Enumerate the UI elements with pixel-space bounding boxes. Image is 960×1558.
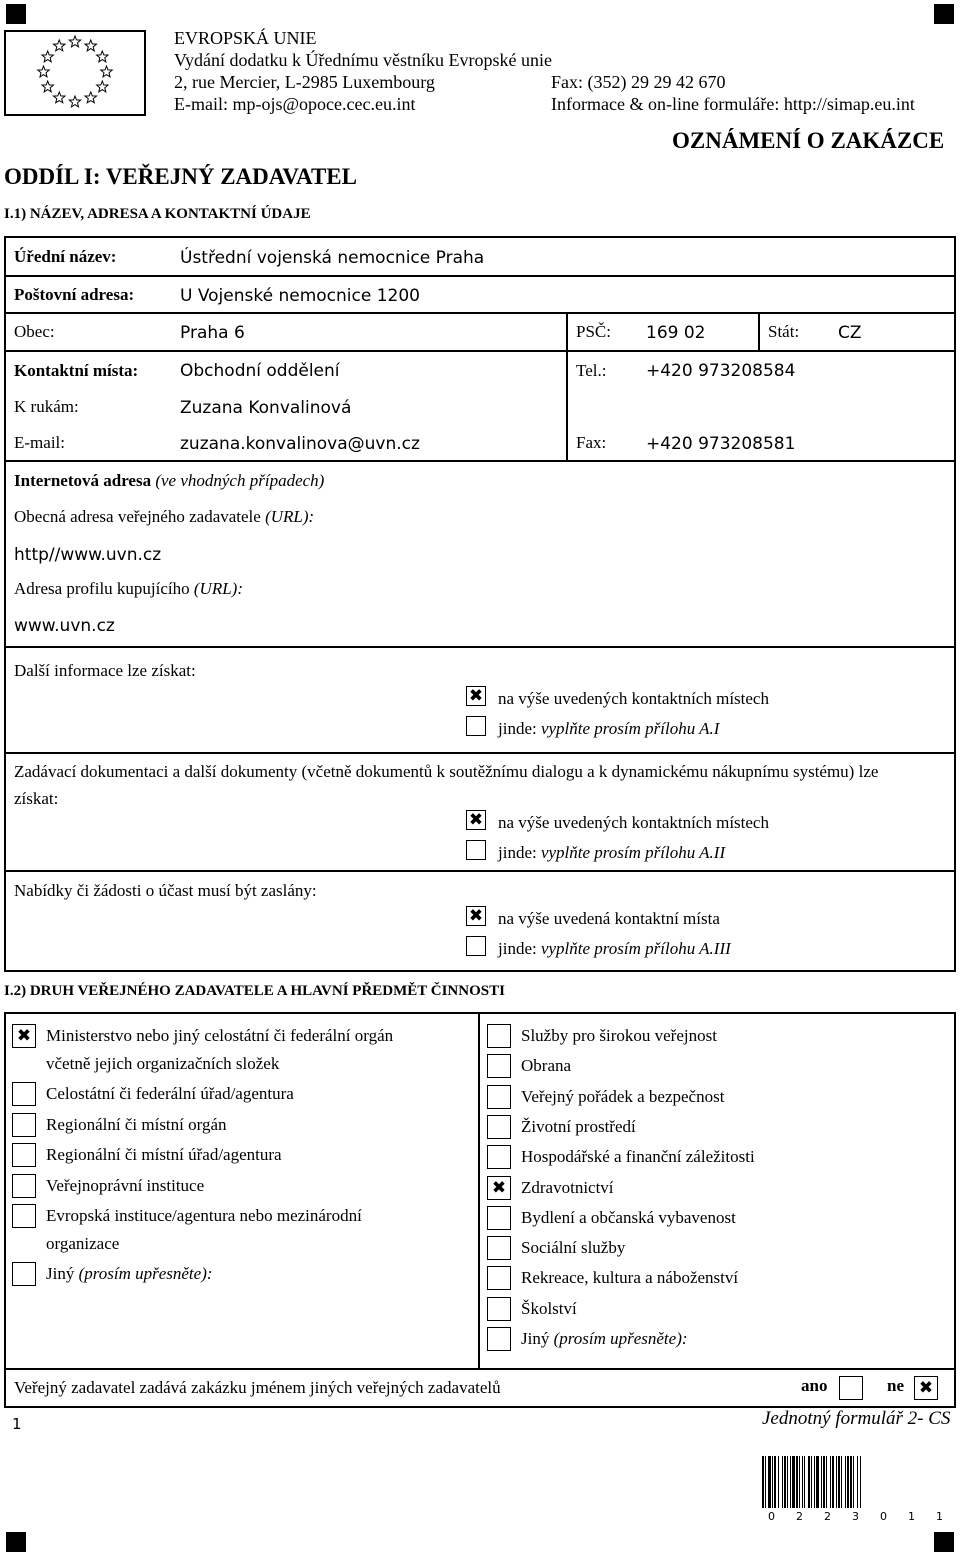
authority-type-checkbox[interactable]: [12, 1082, 36, 1106]
header-email: E-mail: mp-ojs@opoce.cec.eu.int: [174, 94, 416, 114]
barcode-digit: 1: [936, 1510, 943, 1523]
attention-value: Zuzana Konvalinová: [180, 398, 352, 418]
barcode: [760, 1456, 952, 1524]
barcode-bar: [804, 1456, 805, 1508]
activity-label: [521, 1299, 577, 1319]
official-name-label: Úřední název:: [14, 247, 117, 266]
check-mark-icon: ✖: [491, 1177, 507, 1198]
general-address-label: Obecná adresa veřejného zadavatele: [14, 507, 261, 526]
registration-mark-top-right: [934, 4, 954, 24]
authority-type-label: [46, 1176, 204, 1196]
barcode-bar: [799, 1456, 800, 1508]
postal-address-value: U Vojenské nemocnice 1200: [180, 286, 420, 306]
header-org: EVROPSKÁ UNIE: [174, 28, 317, 48]
header-address: 2, rue Mercier, L-2985 Luxembourg: [174, 72, 435, 92]
registration-mark-bottom-right: [934, 1532, 954, 1552]
barcode-bar: [762, 1456, 764, 1508]
city-value: Praha 6: [180, 323, 245, 343]
barcode-bar: [860, 1456, 861, 1508]
check-mark-icon: ✖: [468, 810, 484, 830]
eu-star-icon: [38, 66, 49, 77]
barcode-digit: 0: [880, 1510, 887, 1523]
authority-type-note: (prosím upřesněte):: [78, 1264, 213, 1284]
barcode-bar: [811, 1456, 812, 1508]
check-mark-icon: ✖: [918, 1378, 934, 1398]
authority-type-checkbox[interactable]: [12, 1174, 36, 1198]
activity-text: Zdravotnictví: [521, 1177, 614, 1197]
barcode-bar: [768, 1456, 771, 1508]
fax-label: Fax:: [576, 433, 607, 452]
authority-type-checkbox[interactable]: [12, 1143, 36, 1167]
eu-star-icon: [42, 51, 53, 62]
more-info-elsewhere-option: [498, 719, 719, 739]
email-value: zuzana.konvalinova@uvn.cz: [180, 434, 420, 454]
elsewhere-label: jinde:: [498, 939, 537, 958]
eu-star-icon: [97, 81, 108, 92]
contact-details-box: [4, 236, 956, 972]
barcode-bar: [826, 1456, 827, 1508]
barcode-bar: [792, 1456, 795, 1508]
activity-text: Služby pro širokou veřejnost: [521, 1026, 717, 1045]
general-url-value: http//www.uvn.cz: [14, 545, 162, 565]
postcode-label: PSČ:: [576, 322, 611, 341]
authority-type-label: [46, 1264, 213, 1284]
offers-elsewhere-checkbox[interactable]: [466, 936, 486, 956]
contact-points-label: Kontaktní místa:: [14, 361, 139, 380]
activity-checkbox[interactable]: [487, 1085, 511, 1109]
annex-a3-note: vyplňte prosím přílohu A.III: [540, 939, 731, 958]
barcode-bar: [816, 1456, 819, 1508]
activity-text: Jiný: [521, 1329, 550, 1348]
profile-url-note: (URL):: [193, 579, 243, 598]
eu-star-icon: [54, 92, 66, 103]
contact-points-value: Obchodní oddělení: [180, 361, 340, 381]
documents-elsewhere-option: [498, 843, 725, 863]
profile-address-label: Adresa profilu kupujícího: [14, 579, 190, 598]
authority-type-label: [46, 1206, 362, 1226]
elsewhere-label: jinde:: [498, 719, 537, 738]
eu-flag-logo: [4, 30, 146, 116]
authority-type-text: Veřejnoprávní instituce: [46, 1175, 205, 1195]
state-label: Stát:: [768, 322, 800, 341]
page-number: 1: [12, 1415, 22, 1433]
eu-star-icon: [85, 92, 97, 103]
barcode-bar: [765, 1456, 766, 1508]
barcode-bar: [847, 1456, 849, 1508]
barcode-bar: [790, 1456, 791, 1508]
eu-star-icon: [42, 81, 53, 92]
more-info-contact-option: na výše uvedených kontaktních místech: [498, 689, 769, 708]
profile-url-value: www.uvn.cz: [14, 616, 115, 636]
header-info-link: Informace & on-line formuláře: http://simap.eu.int: [551, 94, 915, 114]
activity-label: [521, 1026, 717, 1046]
activity-label: [521, 1238, 625, 1258]
authority-type-label-continued: včetně jejich organizačních složek: [46, 1054, 280, 1073]
internet-address-label: Internetová adresa: [14, 471, 152, 490]
header-journal: Vydání dodatku k Úřednímu věstníku Evropské unie: [174, 50, 552, 70]
authority-type-text: Regionální či místní úřad/agentura: [46, 1145, 282, 1165]
activity-label: [521, 1056, 571, 1076]
state-value: CZ: [838, 323, 862, 343]
notice-title: OZNÁMENÍ O ZAKÁZCE: [672, 128, 945, 153]
barcode-bar: [821, 1456, 822, 1508]
activity-text: Hospodářské a finanční záležitosti: [521, 1147, 755, 1167]
eu-star-icon: [69, 36, 80, 47]
barcode-bar: [841, 1456, 842, 1508]
fax-value: +420 973208581: [646, 434, 796, 454]
tel-value: +420 973208584: [646, 361, 796, 381]
general-address-heading: [14, 507, 314, 527]
postal-address-label: Poštovní adresa:: [14, 285, 135, 304]
activity-checkbox[interactable]: [487, 1236, 511, 1260]
barcode-bar: [784, 1456, 786, 1508]
offers-contact-option: na výše uvedená kontaktní místa: [498, 909, 720, 928]
elsewhere-label: jinde:: [498, 843, 537, 862]
registration-mark-top-left: [6, 4, 26, 24]
barcode-digit: 3: [852, 1510, 859, 1523]
activity-label: [521, 1208, 736, 1228]
activity-note: (prosím upřesněte):: [553, 1329, 688, 1348]
activity-checkbox[interactable]: [487, 1145, 511, 1169]
authority-type-checkbox[interactable]: [12, 1113, 36, 1137]
subsection-i1-title: I.1) NÁZEV, ADRESA A KONTAKTNÍ ÚDAJE: [4, 206, 311, 222]
internet-address-heading: [14, 471, 324, 491]
header-fax: Fax: (352) 29 29 42 670: [551, 72, 726, 92]
documents-elsewhere-checkbox[interactable]: [466, 840, 486, 860]
barcode-bar: [778, 1456, 779, 1508]
official-name-value: Ústřední vojenská nemocnice Praha: [180, 248, 485, 268]
activity-label: [521, 1178, 614, 1198]
more-info-elsewhere-checkbox[interactable]: [466, 716, 486, 736]
activity-checkbox[interactable]: [487, 1297, 511, 1321]
behalf-yes-checkbox[interactable]: [839, 1376, 863, 1400]
activity-checkbox[interactable]: [487, 1327, 511, 1351]
barcode-bar: [853, 1456, 854, 1508]
barcode-bar: [774, 1456, 776, 1508]
documents-contact-option: na výše uvedených kontaktních místech: [498, 813, 769, 832]
authority-type-text: Celostátní či federální úřad/agentura: [46, 1084, 294, 1104]
activity-text: Školství: [521, 1298, 577, 1318]
barcode-bar: [838, 1456, 840, 1508]
tel-label: Tel.:: [576, 361, 607, 380]
barcode-digit: 1: [908, 1510, 915, 1523]
activity-checkbox[interactable]: [487, 1266, 511, 1290]
barcode-bar: [808, 1456, 810, 1508]
eu-star-icon: [54, 40, 66, 51]
form-name: Jednotný formulář 2- CS: [762, 1408, 951, 1429]
postcode-value: 169 02: [646, 323, 706, 343]
activity-text: Životní prostředí: [521, 1116, 636, 1136]
activity-label: [521, 1147, 755, 1167]
activity-checkbox[interactable]: [487, 1024, 511, 1048]
activity-text: Sociální služby: [521, 1238, 626, 1258]
behalf-no-checkbox[interactable]: [914, 1376, 938, 1400]
activity-text: Rekreace, kultura a náboženství: [521, 1268, 739, 1288]
barcode-bar: [823, 1456, 825, 1508]
check-mark-icon: ✖: [468, 906, 484, 926]
annex-a2-note: vyplňte prosím přílohu A.II: [540, 843, 726, 862]
barcode-bar: [782, 1456, 783, 1508]
registration-mark-bottom-left: [6, 1532, 26, 1552]
authority-type-label: [46, 1026, 393, 1046]
offers-contact-checkbox[interactable]: [466, 906, 486, 926]
authority-type-label: [46, 1145, 282, 1165]
activity-text: Bydlení a občanská vybavenost: [521, 1207, 736, 1227]
offers-label: Nabídky či žádosti o účast musí být zaslány:: [14, 881, 317, 900]
authority-type-text: Jiný: [46, 1264, 75, 1284]
barcode-bar: [845, 1456, 846, 1508]
authority-type-label-continued: organizace: [46, 1234, 120, 1253]
internet-address-note: (ve vhodných případech): [155, 471, 325, 490]
documents-label: Zadávací dokumentaci a další dokumenty (včetně dokumentů k soutěžnímu dialogu a k dynamickému nákupnímu systému) lze získat:: [14, 762, 879, 808]
city-label: Obec:: [14, 322, 55, 341]
eu-star-icon: [101, 66, 112, 77]
profile-address-heading: [14, 579, 243, 599]
authority-type-checkbox[interactable]: [12, 1024, 36, 1048]
activity-checkbox[interactable]: [487, 1054, 511, 1078]
authority-type-text: Regionální či místní orgán: [46, 1114, 227, 1134]
activity-checkbox[interactable]: [487, 1206, 511, 1230]
activity-label: [521, 1268, 738, 1288]
barcode-bar: [787, 1456, 788, 1508]
eu-star-icon: [69, 96, 80, 107]
activity-label: [521, 1117, 636, 1137]
more-info-contact-checkbox[interactable]: [466, 686, 486, 706]
activity-checkbox[interactable]: [487, 1115, 511, 1139]
documents-contact-checkbox[interactable]: [466, 810, 486, 830]
activity-label: [521, 1329, 688, 1349]
barcode-digit: 0: [768, 1510, 775, 1523]
general-url-note: (URL):: [265, 507, 315, 526]
barcode-bar: [796, 1456, 798, 1508]
authority-type-label: [46, 1084, 294, 1104]
check-mark-icon: ✖: [468, 686, 484, 706]
more-info-label: Další informace lze získat:: [14, 661, 196, 680]
annex-a1-note: vyplňte prosím přílohu A.I: [540, 719, 720, 738]
attention-label: K rukám:: [14, 397, 79, 416]
behalf-yes-label: ano: [801, 1376, 828, 1395]
authority-type-checkbox[interactable]: [12, 1262, 36, 1286]
eu-star-icon: [85, 40, 97, 51]
authority-type-text: Evropská instituce/agentura nebo mezinárodní: [46, 1206, 362, 1225]
barcode-bar: [772, 1456, 773, 1508]
authority-type-checkbox[interactable]: [12, 1204, 36, 1228]
email-label: E-mail:: [14, 433, 65, 452]
activity-text: Veřejný pořádek a bezpečnost: [521, 1086, 725, 1106]
check-mark-icon: ✖: [16, 1026, 32, 1046]
barcode-digit: 2: [796, 1510, 803, 1523]
subsection-i2-title: I.2) DRUH VEŘEJNÉHO ZADAVATELE A HLAVNÍ PŘEDMĚT ČINNOSTI: [4, 983, 505, 999]
activity-label: [521, 1087, 724, 1107]
authority-type-label: [46, 1115, 227, 1135]
barcode-bar: [836, 1456, 837, 1508]
barcode-bar: [814, 1456, 815, 1508]
barcode-bar: [850, 1456, 852, 1508]
section-title: ODDÍL I: VEŘEJNÝ ZADAVATEL: [4, 164, 357, 189]
activity-text: Obrana: [521, 1056, 572, 1076]
eu-star-icon: [97, 51, 108, 62]
barcode-digit: 2: [824, 1510, 831, 1523]
barcode-bar: [857, 1456, 858, 1508]
barcode-bar: [830, 1456, 831, 1508]
behalf-text: Veřejný zadavatel zadává zakázku jménem jiných veřejných zadavatelů: [14, 1378, 501, 1397]
barcode-bar: [832, 1456, 834, 1508]
authority-type-text: Ministerstvo nebo jiný celostátní či federální orgán: [46, 1026, 394, 1045]
behalf-no-label: ne: [887, 1376, 904, 1395]
barcode-bar: [802, 1456, 803, 1508]
offers-elsewhere-option: [498, 939, 731, 959]
activity-checkbox[interactable]: [487, 1176, 511, 1200]
